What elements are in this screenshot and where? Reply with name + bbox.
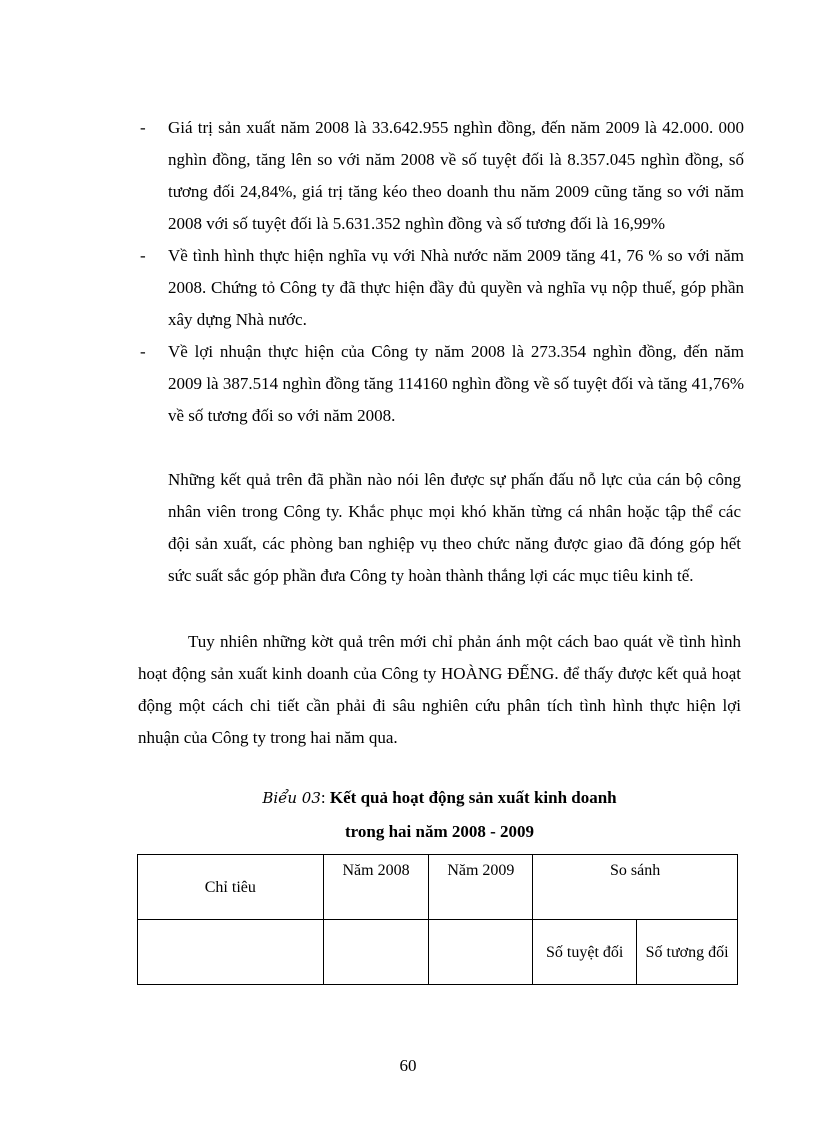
- bullet-marker: -: [140, 246, 146, 265]
- table-cell: [323, 920, 429, 985]
- header-year-2008: Năm 2008: [323, 855, 429, 920]
- header-comparison: So sánh: [533, 855, 738, 920]
- table-cell: [429, 920, 533, 985]
- caption-subtitle: trong hai năm 2008 - 2009: [344, 822, 535, 841]
- bullet-marker: -: [140, 342, 146, 361]
- paragraph-results: Những kết quả trên đã phần nào nói lên được sự phấn đấu nỗ lực của cán bộ công nhân viên trong Công ty. Khắc phục mọi khó khăn từng cá nhân hoặc tập thể các đội sản xuất, các phòng ban nghiệp vụ theo chức năng được giao đã đóng góp hết sức suất sắc góp phần đưa Công ty hoàn thành thắng lợi các mục tiêu kinh tế.: [168, 470, 741, 585]
- header-indicator: Chỉ tiêu: [138, 855, 324, 920]
- bullet-text: Giá trị sản xuất năm 2008 là 33.642.955 nghìn đồng, đến năm 2009 là 42.000. 000 nghìn đồng, tăng lên so với năm 2008 về số tuyệt đối là 8.357.045 nghìn đồng, số tương đối 24,84%, giá trị tăng kéo theo doanh thu năm 2009 cũng tăng so với năm 2008 với số tuyệt đối là 5.631.352 nghìn đồng và số tương đối là 16,99%: [168, 118, 744, 233]
- bullet-list: [138, 112, 744, 432]
- header-year-2009: Năm 2009: [429, 855, 533, 920]
- table-cell: [138, 920, 324, 985]
- bullet-text: Về lợi nhuận thực hiện của Công ty năm 2008 là 273.354 nghìn đồng, đến năm 2009 là 387.514 nghìn đồng tăng 114160 nghìn đồng về số tuyệt đối và tăng 41,76% về số tương đối so với năm 2008.: [168, 342, 744, 425]
- bullet-item: [138, 336, 744, 432]
- bullet-marker: -: [140, 118, 146, 137]
- table-caption: [138, 788, 741, 808]
- bullet-item: [138, 112, 744, 240]
- table-header-row: [138, 855, 738, 920]
- page-number: 60: [399, 1056, 417, 1075]
- paragraph-however: Tuy nhiên những kờt quả trên mới chỉ phản ánh một cách bao quát về tình hình hoạt động sản xuất kinh doanh của Công ty HOÀNG ĐẾNG. để thấy được kết quả hoạt động một cách chi tiết cần phải đi sâu nghiên cứu phân tích tình hình thực hiện lợi nhuận của Công ty trong hai năm qua.: [138, 632, 741, 747]
- header-relative: Số tương đối: [637, 920, 738, 985]
- bullet-text: Về tình hình thực hiện nghĩa vụ với Nhà nước năm 2009 tăng 41, 76 % so với năm 2008. Chứng tỏ Công ty đã thực hiện đầy đủ quyền và nghĩa vụ nộp thuế, góp phần xây dựng Nhà nước.: [168, 246, 744, 329]
- bullet-item: [138, 240, 744, 336]
- caption-title: Kết quả hoạt động sản xuất kinh doanh: [329, 788, 617, 807]
- results-table: [137, 854, 738, 985]
- header-absolute: Số tuyệt đối: [533, 920, 637, 985]
- table-subheader-row: [138, 920, 738, 985]
- caption-label: Biểu 03: [262, 789, 321, 807]
- caption-colon: :: [320, 788, 330, 807]
